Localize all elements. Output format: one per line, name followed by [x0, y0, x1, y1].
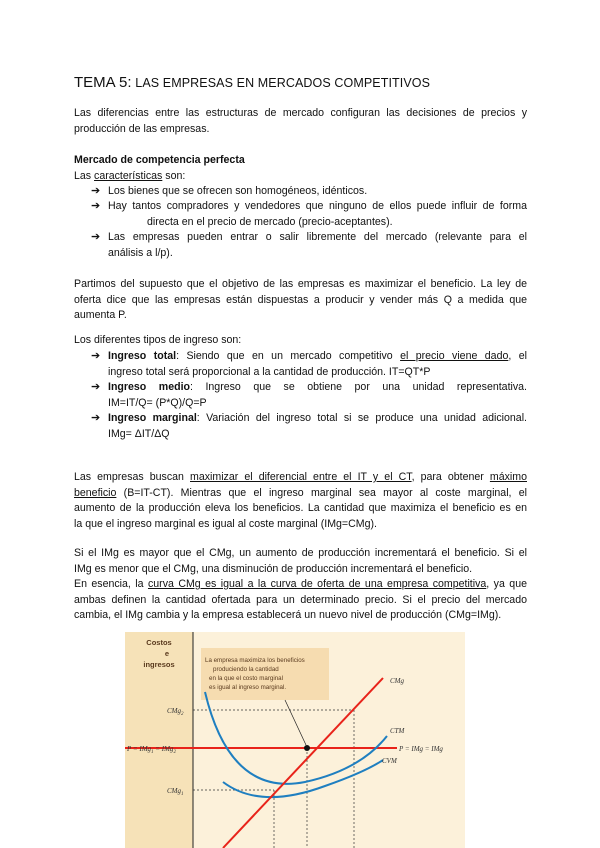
annotation-line-2: produciendo la cantidad: [213, 666, 279, 673]
comparison-paragraph: Si el IMg es mayor que el CMg, un aumento de producción incrementará el beneficio. Si el IMg es menor que el CMg, una disminución de producción incrementará el beneficio. En esencia, la curva CMg es igual a la curva de oferta de una empresa competitiva, ya que ambas definen la cantidad ofertada para un determinado precio. Si el precio del mercado cambia, el IMg cambia y la empresa establecerá un nuevo nivel de producción (CMg=IMg).: [74, 547, 527, 621]
bullet-item: ➔ Hay tantos compradores y vendedores que ninguno de ellos puede influir de forma directa en el precio de mercado (precio-aceptantes).: [91, 200, 527, 228]
tick-cmg1: CMg$_1$: [167, 787, 184, 797]
arrow-bullet-icon: ➔: [91, 412, 101, 424]
cost-curves-figure: [125, 632, 465, 848]
label-ctm: CTM: [390, 727, 405, 735]
annotation-line-3: en la que el costo marginal: [209, 675, 283, 682]
arrow-bullet-icon: ➔: [91, 200, 101, 212]
cost-curves-chart: [125, 632, 465, 848]
y-axis-label-1: Costos: [146, 638, 172, 647]
arrow-bullet-icon: ➔: [91, 231, 101, 243]
perfect-competition-section: [74, 153, 527, 184]
title-text: LAS EMPRESAS EN MERCADOS COMPETITIVOS: [135, 76, 431, 90]
income-item: ➔ Ingreso total: Siendo que en un mercado competitivo el precio viene dado, el ingreso total será proporcional a la cantidad de producción. IT=QT*P: [91, 350, 527, 378]
annotation-line-1: La empresa maximiza los beneficios: [205, 657, 305, 664]
arrow-bullet-icon: ➔: [91, 185, 101, 197]
annotation-box: [201, 648, 329, 700]
income-item: ➔ Ingreso medio: Ingreso que se obtiene por una unidad representativa. IM=IT/Q= (P*Q)/Q=P: [91, 381, 527, 409]
y-axis-label-2: e: [164, 649, 170, 658]
income-item: ➔ Ingreso marginal: Variación del ingreso total si se produce una unidad adicional. IMg= ΔIT/ΔQ: [91, 412, 527, 440]
characteristics-lead: Las características son:: [74, 169, 186, 182]
tick-price: P = IMg$_1$ = IMg$_2$: [127, 745, 176, 755]
bullet-item: ➔ Los bienes que se ofrecen son homogéneos, idénticos.: [91, 184, 527, 200]
assumption-paragraph: Partimos del supuesto que el objetivo de las empresas es maximizar el beneficio. La ley de oferta dice que las empresas están dispuestas a producir y vender más Q a medida que aumenta P.: [74, 278, 527, 321]
intro-paragraph: Las diferencias entre las estructuras de mercado configuran las decisiones de precios y producción de las empresas.: [74, 107, 527, 135]
y-axis-label-3: ingresos: [143, 660, 175, 669]
label-cmg: CMg: [390, 677, 404, 685]
annotation-line-4: es igual al ingreso marginal.: [209, 684, 287, 691]
section-heading: Mercado de competencia perfecta: [74, 154, 245, 166]
page-title: [74, 74, 430, 91]
bullet-item: ➔ Las empresas pueden entrar o salir libremente del mercado (relevante para el análisis a l/p).: [91, 231, 527, 259]
arrow-bullet-icon: ➔: [91, 350, 101, 362]
arrow-bullet-icon: ➔: [91, 381, 101, 393]
title-prefix: TEMA 5:: [74, 74, 132, 91]
label-cvm: CVM: [382, 757, 397, 765]
maximization-paragraph: Las empresas buscan maximizar el diferencial entre el IT y el CT, para obtener máximo beneficio (B=IT-CT). Mientras que el ingreso marginal sea mayor al coste marginal, el aumento de la producción eleva los beneficios. La cantidad que maximiza el beneficio es en la que el ingreso marginal es igual al coste marginal (IMg=CMg).: [74, 471, 527, 530]
tick-cmg2: CMg$_2$: [167, 707, 184, 717]
equilibrium-point: [304, 745, 310, 751]
income-lead: Los diferentes tipos de ingreso son:: [74, 334, 242, 346]
label-price: P = IMg = IMg: [399, 745, 443, 753]
